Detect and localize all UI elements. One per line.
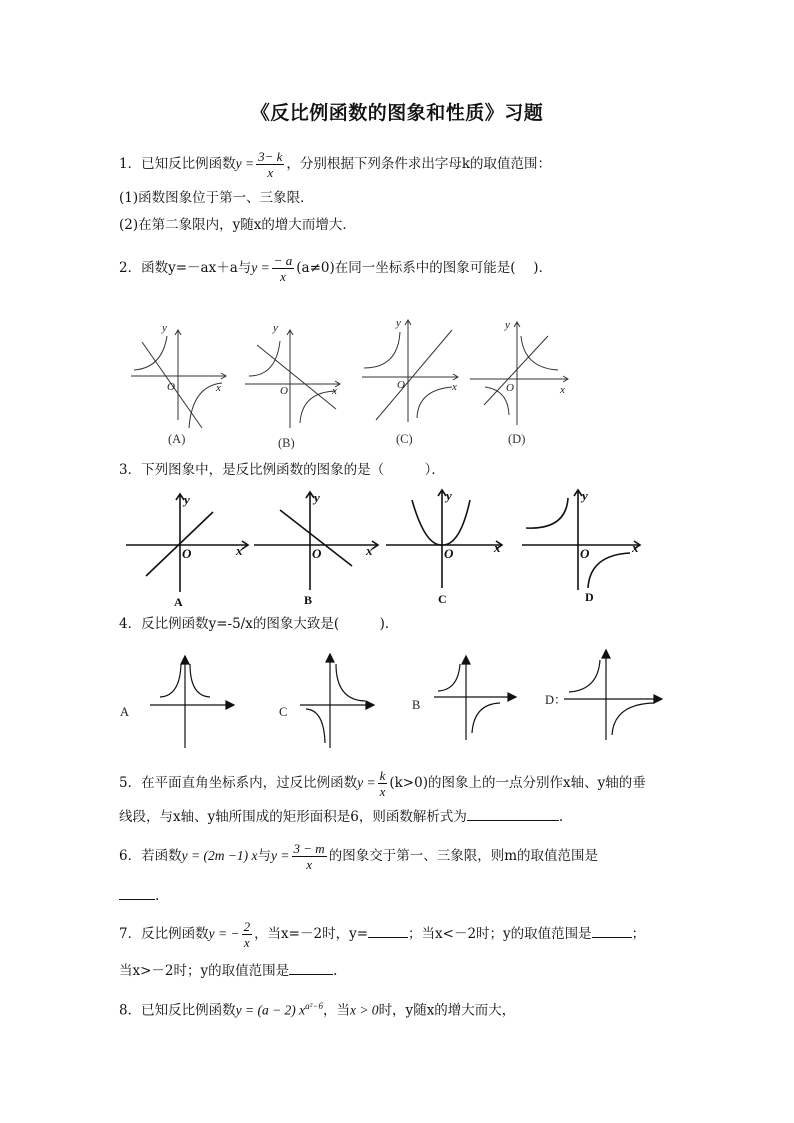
q3-label-b: B	[304, 593, 313, 607]
q3-b-x-label: x	[366, 543, 373, 558]
q2-b-origin: O	[280, 385, 288, 397]
q2-y-eq: y =	[251, 260, 270, 275]
q3-b-y-label: y	[314, 490, 320, 505]
q5-numerator: k	[379, 768, 386, 783]
q4-label-b: B	[412, 698, 421, 712]
q3-label-a: A	[174, 595, 183, 609]
q3-c-x-label: x	[494, 540, 501, 555]
q2-suffix: (a≠0)在同一坐标系中的图象可能是( )．	[296, 260, 553, 276]
q8-suffix: 时，y随x的增大而大，	[378, 1002, 516, 1019]
q6-numerator: 3 − m	[293, 841, 325, 856]
q4-graph-c	[300, 654, 374, 748]
q6-line2-end: .	[155, 888, 160, 904]
q8-exponent: a²−6	[305, 1001, 323, 1011]
q7-numerator: 2	[243, 919, 251, 934]
q7-y-eq: y = −	[208, 926, 240, 941]
q8-mid: ，当	[322, 1002, 350, 1019]
q5-suffix: (k>0)的图象上的一点分别作x轴、y轴的垂	[389, 775, 646, 791]
q1-part1: (1)函数图象位于第一、三象限．	[119, 190, 314, 206]
q1-y-eq: y =	[235, 156, 255, 171]
q3-a-y-label: y	[184, 492, 190, 507]
q7-prefix: 7．反比例函数	[119, 926, 209, 942]
q5-prefix: 5．在平面直角坐标系内，过反比例函数	[119, 775, 358, 791]
q2-b-x-label: x	[332, 385, 337, 397]
q3-c-origin: O	[444, 546, 454, 561]
q7-seg2: ；当x<－2时；y的取值范围是	[408, 926, 592, 942]
q2-a-x-label: x	[216, 382, 221, 394]
q2-label-a: (A)	[168, 432, 186, 446]
q3-d-x-label: x	[632, 540, 639, 555]
q5-line2-text: 线段，与x轴、y轴所围成的矩形面积是6，则函数解析式为	[119, 809, 467, 825]
q8-expr: y = (a − 2) x	[235, 1002, 306, 1018]
q2-b-y-label: y	[273, 322, 278, 334]
q2-c-x-label: x	[452, 381, 457, 393]
q1-prefix: 1．已知反比例函数	[119, 156, 236, 172]
q2-label-c: (C)	[396, 432, 413, 446]
q4-graph-b	[434, 656, 516, 740]
q6-y-eq: y =	[271, 848, 290, 863]
q7-line2	[119, 962, 337, 979]
q2-label-d: (D)	[508, 432, 526, 446]
q7-blank-3[interactable]	[289, 962, 333, 975]
q7-blank-1[interactable]	[368, 925, 408, 938]
q7-seg3: ；	[631, 926, 646, 942]
q2-a-origin: O	[167, 381, 175, 393]
q8-condition: x > 0	[349, 1002, 379, 1018]
q3-d-origin: O	[580, 546, 590, 561]
q5-line2-end: .	[558, 809, 564, 825]
q5-line1	[119, 769, 646, 798]
q5-fraction	[378, 769, 388, 798]
q1-numerator: 3− k	[258, 149, 283, 164]
q7-denominator: x	[243, 935, 250, 950]
q4-label-d: D：	[545, 693, 567, 707]
q8-prefix: 8．已知反比例函数	[119, 1002, 236, 1019]
q4-label-a: A	[120, 705, 130, 719]
q7-line2-end: .	[333, 963, 338, 979]
q6-prefix: 6．若函数	[119, 848, 182, 864]
q2-prefix: 2．函数y=－ax＋a与	[119, 260, 252, 276]
q7-line2-text: 当x>－2时；y的取值范围是	[119, 963, 290, 979]
q4-graph-a	[150, 656, 234, 748]
q3-label-d: D	[585, 590, 594, 604]
q6-line2	[119, 887, 159, 904]
q6-mid: 与	[257, 848, 272, 864]
q5-denominator: x	[379, 784, 386, 799]
q4-label-c: C	[279, 705, 288, 719]
q8-line	[119, 1002, 515, 1018]
q3-b-origin: O	[312, 546, 322, 561]
q4-graph-d	[564, 650, 662, 740]
q2-c-origin: O	[397, 379, 405, 391]
q2-a-y-label: y	[162, 322, 167, 334]
q7-fraction	[242, 920, 253, 949]
q2-d-x-label: x	[560, 384, 565, 396]
q3-c-y-label: y	[446, 488, 452, 503]
q3-label-c: C	[438, 592, 447, 606]
q6-answer-blank[interactable]	[119, 887, 155, 900]
q1-denominator: x	[267, 165, 274, 180]
page-title: 《反比例函数的图象和性质》习题	[250, 102, 544, 124]
q2-numerator: − a	[273, 253, 293, 268]
q5-line2	[119, 808, 563, 825]
q3-a-x-label: x	[236, 543, 243, 558]
q2-denominator: x	[280, 269, 286, 284]
q6-suffix: 的图象交于第一、三象限，则m的取值范围是	[328, 848, 599, 864]
q1-suffix: ，分别根据下列条件求出字母k的取值范围：	[286, 156, 552, 172]
q2-d-origin: O	[506, 382, 514, 394]
q6-line1	[119, 842, 598, 871]
q3-a-origin: O	[182, 546, 192, 561]
q7-seg1: ，当x=－2时，y=	[254, 926, 369, 942]
q6-denominator: x	[306, 857, 312, 872]
q7-line1	[119, 920, 645, 949]
q2-d-y-label: y	[505, 319, 510, 331]
q2-c-y-label: y	[396, 317, 401, 329]
q1-part2: (2)在第二象限内，y随x的增大而增大．	[119, 217, 356, 233]
q6-fraction	[292, 842, 327, 871]
q5-y-eq: y =	[357, 775, 376, 790]
q3-text: 3．下列图象中，是反比例函数的图象的是（ ）．	[119, 462, 445, 478]
q3-d-y-label: y	[582, 488, 588, 503]
q7-blank-2[interactable]	[592, 925, 632, 938]
q2-label-b: (B)	[278, 436, 295, 450]
q5-answer-blank[interactable]	[467, 808, 559, 821]
q6-expr: y = (2m −1) x	[181, 848, 258, 863]
q4-text: 4．反比例函数y=-5/x的图象大致是( )．	[119, 616, 399, 632]
